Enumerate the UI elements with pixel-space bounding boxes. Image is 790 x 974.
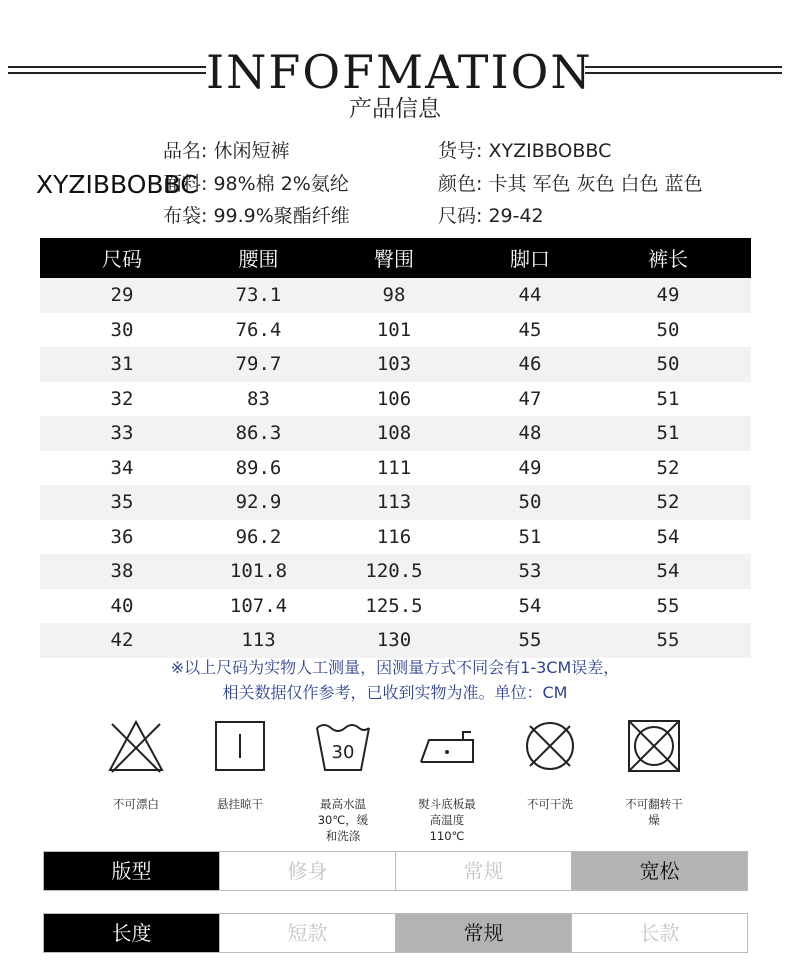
care-item-no-dry-clean [500, 718, 600, 812]
info-item-no: 货号: XYZIBBOBBC [438, 140, 612, 162]
care-label: 悬挂晾干 [217, 797, 263, 811]
header-cell: 尺码 [102, 247, 142, 271]
table-row [40, 589, 751, 624]
info-size-range: 尺码: 29-42 [438, 205, 544, 227]
length-option-short: 短款 [219, 914, 395, 952]
table-cell: 52 [656, 491, 680, 513]
table-cell: 49 [656, 284, 680, 306]
table-cell: 103 [376, 353, 412, 375]
care-item-hang-dry [190, 718, 290, 812]
care-label: 熨斗底板最高温度110℃ [418, 797, 476, 843]
length-bar-label: 长度 [44, 914, 219, 952]
table-cell: 113 [376, 491, 412, 513]
care-item-no-tumble-dry [604, 718, 704, 828]
page-subtitle: 产品信息 [349, 96, 441, 122]
table-cell: 47 [518, 387, 542, 410]
wash-temperature: 30 [331, 742, 355, 763]
table-row [40, 416, 751, 451]
table-cell: 86.3 [235, 422, 282, 444]
care-item-no-bleach [86, 718, 186, 812]
no-tumble-dry-icon [624, 718, 684, 774]
info-name: 品名: 休闲短裤 [163, 140, 290, 162]
table-cell: 106 [376, 387, 412, 410]
length-option-regular-selected: 常规 [395, 914, 571, 952]
table-row [40, 451, 751, 486]
fit-option-slim: 修身 [219, 852, 395, 890]
table-cell: 55 [656, 594, 680, 617]
table-cell: 55 [656, 629, 680, 651]
table-cell: 52 [656, 456, 680, 479]
care-label: 最高水温 30℃，缓和洗涤 [317, 797, 369, 843]
info-lining: 布袋: 99.9%聚酯纤维 [163, 205, 350, 227]
size-table-header [40, 238, 751, 278]
info-material: 面料: 98%棉 2%氨纶 [163, 173, 349, 195]
table-cell: 44 [518, 284, 542, 306]
table-cell: 51 [656, 422, 680, 444]
table-cell: 51 [656, 387, 680, 410]
overlay-item-code: XYZIBBOBBC [36, 170, 198, 199]
care-label: 不可翻转干燥 [625, 797, 683, 827]
table-row [40, 313, 751, 348]
table-cell: 45 [518, 318, 542, 341]
table-row [40, 623, 751, 658]
table-cell: 101.8 [229, 560, 288, 582]
care-item-iron [397, 718, 497, 844]
fit-bar [43, 851, 748, 891]
care-item-wash-30 [293, 718, 393, 844]
fit-option-loose-selected: 宽松 [571, 852, 747, 890]
table-cell: 98 [382, 284, 406, 306]
iron-icon [415, 718, 479, 774]
table-cell: 125.5 [365, 594, 423, 617]
table-cell: 51 [518, 525, 542, 548]
length-option-long: 长款 [571, 914, 747, 952]
care-label: 不可干洗 [527, 797, 573, 811]
header-cell: 腰围 [238, 247, 279, 271]
table-cell: 101 [376, 318, 412, 341]
header-cell: 臀围 [374, 247, 414, 271]
table-cell: 73.1 [235, 284, 282, 306]
table-cell: 42 [110, 629, 134, 651]
measurement-note-line2: 相关数据仅作参考，已收到实物为准。单位：CM [222, 683, 568, 702]
table-cell: 76.4 [235, 318, 282, 341]
hang-dry-icon [210, 718, 270, 774]
header-cell: 裤长 [648, 247, 688, 271]
table-cell: 92.9 [235, 491, 282, 513]
table-cell: 116 [376, 525, 412, 548]
table-cell: 35 [110, 491, 134, 513]
table-row [40, 347, 751, 382]
table-cell: 29 [110, 284, 134, 306]
table-cell: 50 [656, 353, 680, 375]
size-table [40, 238, 751, 658]
table-cell: 38 [110, 560, 134, 582]
table-cell: 54 [656, 525, 680, 548]
size-table-body [40, 278, 751, 658]
table-row [40, 520, 751, 555]
table-cell: 55 [518, 629, 542, 651]
header-rule-left [8, 66, 206, 74]
table-cell: 54 [656, 560, 680, 582]
no-dry-clean-icon [520, 718, 580, 774]
table-cell: 107.4 [229, 594, 288, 617]
measurement-note-line1: ※以上尺码为实物人工测量，因测量方式不同会有1-3CM误差， [170, 658, 620, 677]
table-cell: 31 [110, 353, 134, 375]
table-cell: 130 [376, 629, 412, 651]
fit-bar-label: 版型 [44, 852, 219, 890]
table-cell: 96.2 [235, 525, 282, 548]
table-row [40, 485, 751, 520]
care-label: 不可漂白 [113, 797, 159, 811]
no-bleach-icon [106, 718, 166, 774]
header-cell: 脚口 [510, 247, 550, 271]
table-row [40, 554, 751, 589]
table-cell: 79.7 [235, 353, 282, 375]
table-cell: 50 [518, 491, 542, 513]
table-row [40, 278, 751, 313]
table-cell: 89.6 [235, 456, 282, 479]
table-row [40, 382, 751, 417]
page-title: INFOFMATION [206, 45, 593, 99]
table-cell: 40 [110, 594, 134, 617]
wash-30-icon [313, 718, 373, 774]
table-cell: 120.5 [365, 560, 423, 582]
table-cell: 113 [241, 629, 276, 651]
table-cell: 54 [518, 594, 542, 617]
table-cell: 46 [518, 353, 542, 375]
table-cell: 111 [376, 456, 412, 479]
length-bar [43, 913, 748, 953]
table-cell: 30 [110, 318, 134, 341]
table-cell: 48 [518, 422, 542, 444]
info-color: 颜色: 卡其 军色 灰色 白色 蓝色 [438, 173, 703, 195]
table-cell: 34 [110, 456, 134, 479]
header-rule-right [585, 66, 782, 74]
table-cell: 36 [110, 525, 134, 548]
table-cell: 50 [656, 318, 680, 341]
table-cell: 108 [376, 422, 412, 444]
fit-option-regular: 常规 [395, 852, 571, 890]
table-cell: 83 [247, 387, 270, 410]
table-cell: 32 [110, 387, 134, 410]
table-cell: 49 [518, 456, 542, 479]
table-cell: 33 [110, 422, 134, 444]
table-cell: 53 [518, 560, 542, 582]
